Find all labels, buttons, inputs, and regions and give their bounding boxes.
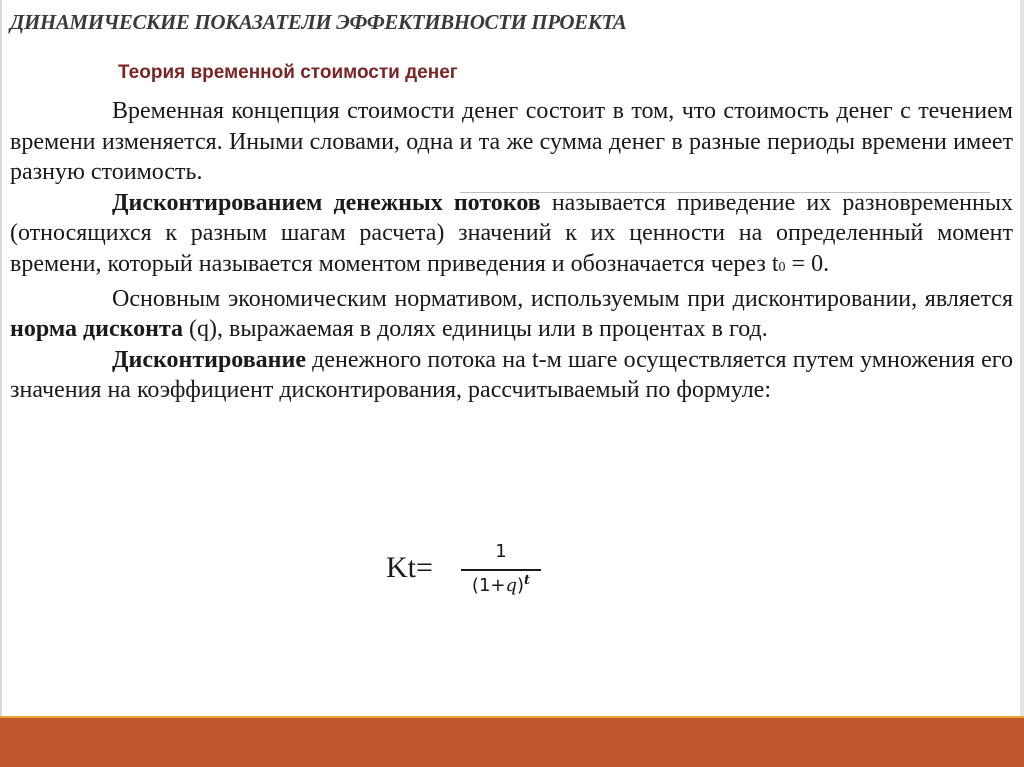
denominator-exponent: t	[524, 573, 531, 588]
paragraph-1	[10, 96, 1013, 188]
slide-title: ДИНАМИЧЕСКИЕ ПОКАЗАТЕЛИ ЭФФЕКТИВНОСТИ ПРОЕКТА	[10, 10, 627, 34]
paragraph-3-pre: Основным экономическим нормативом, используемым при дисконтировании, является	[112, 285, 1013, 312]
term-discounting-cash-flows: Дисконтированием денежных потоков	[112, 189, 541, 216]
footer-band	[0, 718, 1024, 767]
paragraph-2	[10, 188, 1013, 284]
denominator-close: )	[517, 575, 525, 596]
formula-lhs: Kt=	[386, 551, 433, 584]
denominator-open: (1+	[471, 575, 506, 596]
denominator-variable: q	[505, 575, 518, 596]
paragraph-2-end: = 0.	[785, 250, 830, 277]
paragraph-3	[10, 284, 1013, 345]
fraction-bar	[461, 569, 541, 571]
slide-subtitle: Теория временной стоимости денег	[118, 62, 458, 83]
subscript-zero: 0	[778, 259, 786, 275]
right-border	[1020, 0, 1024, 716]
term-discounting: Дисконтирование	[112, 346, 306, 373]
discount-factor-formula	[386, 541, 586, 611]
formula-denominator	[456, 573, 546, 596]
paragraph-2-text: называется приведение их разновременных (относящихся к разным шагам расчета) значений к их ценности на определенный момент времени, который называется моментом приведения и обозначается через t	[10, 189, 1013, 277]
paragraph-3-post: (q), выражаемая в долях единицы или в процентах в год.	[183, 316, 768, 343]
paragraph-1-text: Временная концепция стоимости денег состоит в том, что стоимость денег с течением времени изменяется. Иными словами, одна и та же сумма денег в разные периоды времени имеет разную стоимость.	[10, 98, 1013, 186]
term-discount-rate: норма дисконта	[10, 316, 184, 343]
slide-body	[10, 96, 1013, 406]
left-border	[0, 0, 2, 716]
paragraph-4	[10, 345, 1013, 406]
paragraph-4-text: денежного потока на t-м шаге осуществляется путем умножения его значения на коэффициент дисконтирования, рассчитываемый по формуле:	[10, 346, 1013, 404]
formula-numerator: 1	[495, 541, 507, 562]
